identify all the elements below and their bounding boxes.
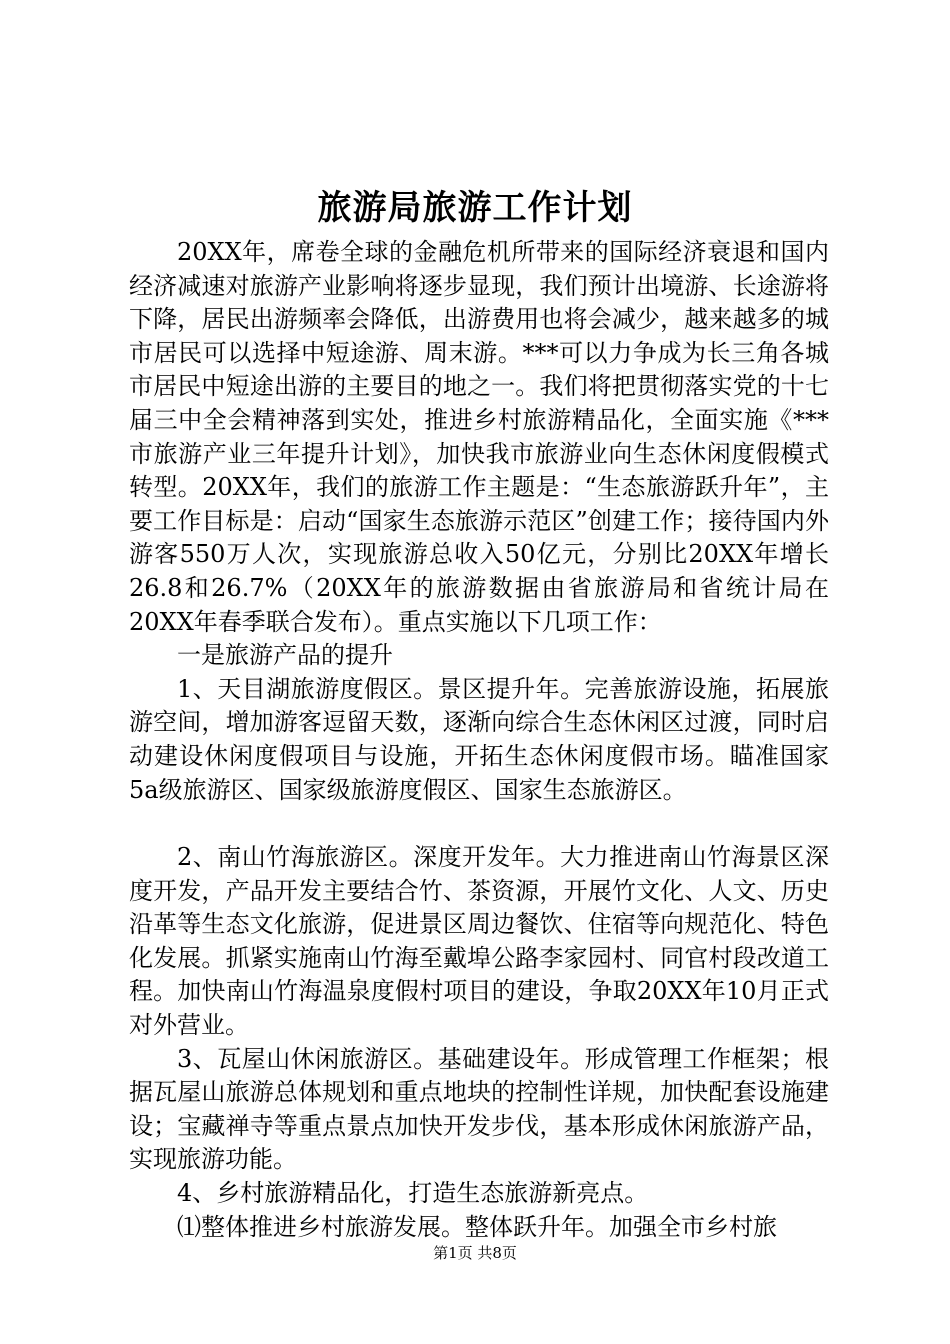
paragraph-section-heading: 一是旅游产品的提升: [177, 641, 393, 670]
paragraph-item-2: 2、南山竹海旅游区。深度开发年。大力推进南山竹海景区深度开发，产品开发主要结合竹、茶资源，开展竹文化、人文、历史沿革等生态文化旅游，促进景区周边餐饮、住宿等向规范化、特色化发展。抓紧实施南山竹海至戴埠公路李家园村、同官村段改道工程。加快南山竹海温泉度假村项目的建设，争取20XX年10月正式对外营业。: [129, 843, 829, 1040]
document-title: 旅游局旅游工作计划: [317, 188, 633, 228]
paragraph-item-3: 3、瓦屋山休闲旅游区。基础建设年。形成管理工作框架；根据瓦屋山旅游总体规划和重点地块的控制性详规，加快配套设施建设；宝藏禅寺等重点景点加快开发步伐，基本形成休闲旅游产品，实现旅游功能。: [129, 1044, 829, 1174]
page-footer: 第1页 共8页: [433, 1244, 517, 1262]
paragraph-item-1: 1、天目湖旅游度假区。景区提升年。完善旅游设施，拓展旅游空间，增加游客逗留天数，逐渐向综合生态休闲区过渡，同时启动建设休闲度假项目与设施，开拓生态休闲度假市场。瞄准国家5a级旅游区、国家级旅游度假区、国家生态旅游区。: [129, 674, 829, 804]
paragraph-item-4-1: ⑴整体推进乡村旅游发展。整体跃升年。加强全市乡村旅: [177, 1212, 777, 1241]
document-body: [129, 236, 829, 1244]
paragraph-intro: 20XX年，席卷全球的金融危机所带来的国际经济衰退和国内经济减速对旅游产业影响将逐步显现，我们预计出境游、长途游将下降，居民出游频率会降低，出游费用也将会减少，越来越多的城市居民可以选择中短途游、周末游。***可以力争成为长三角各城市居民中短途出游的主要目的地之一。我们将把贯彻落实党的十七届三中全会精神落到实处，推进乡村旅游精品化，全面实施《***市旅游产业三年提升计划》，加快我市旅游业向生态休闲度假模式转型。20XX年，我们的旅游工作主题是：“生态旅游跃升年”，主要工作目标是：启动“国家生态旅游示范区”创建工作；接待国内外游客550万人次，实现旅游总收入50亿元，分别比20XX年增长26.8和26.7%（20XX年的旅游数据由省旅游局和省统计局在20XX年春季联合发布）。重点实施以下几项工作：: [129, 238, 829, 636]
paragraph-item-4: 4、乡村旅游精品化，打造生态旅游新亮点。: [177, 1179, 649, 1208]
